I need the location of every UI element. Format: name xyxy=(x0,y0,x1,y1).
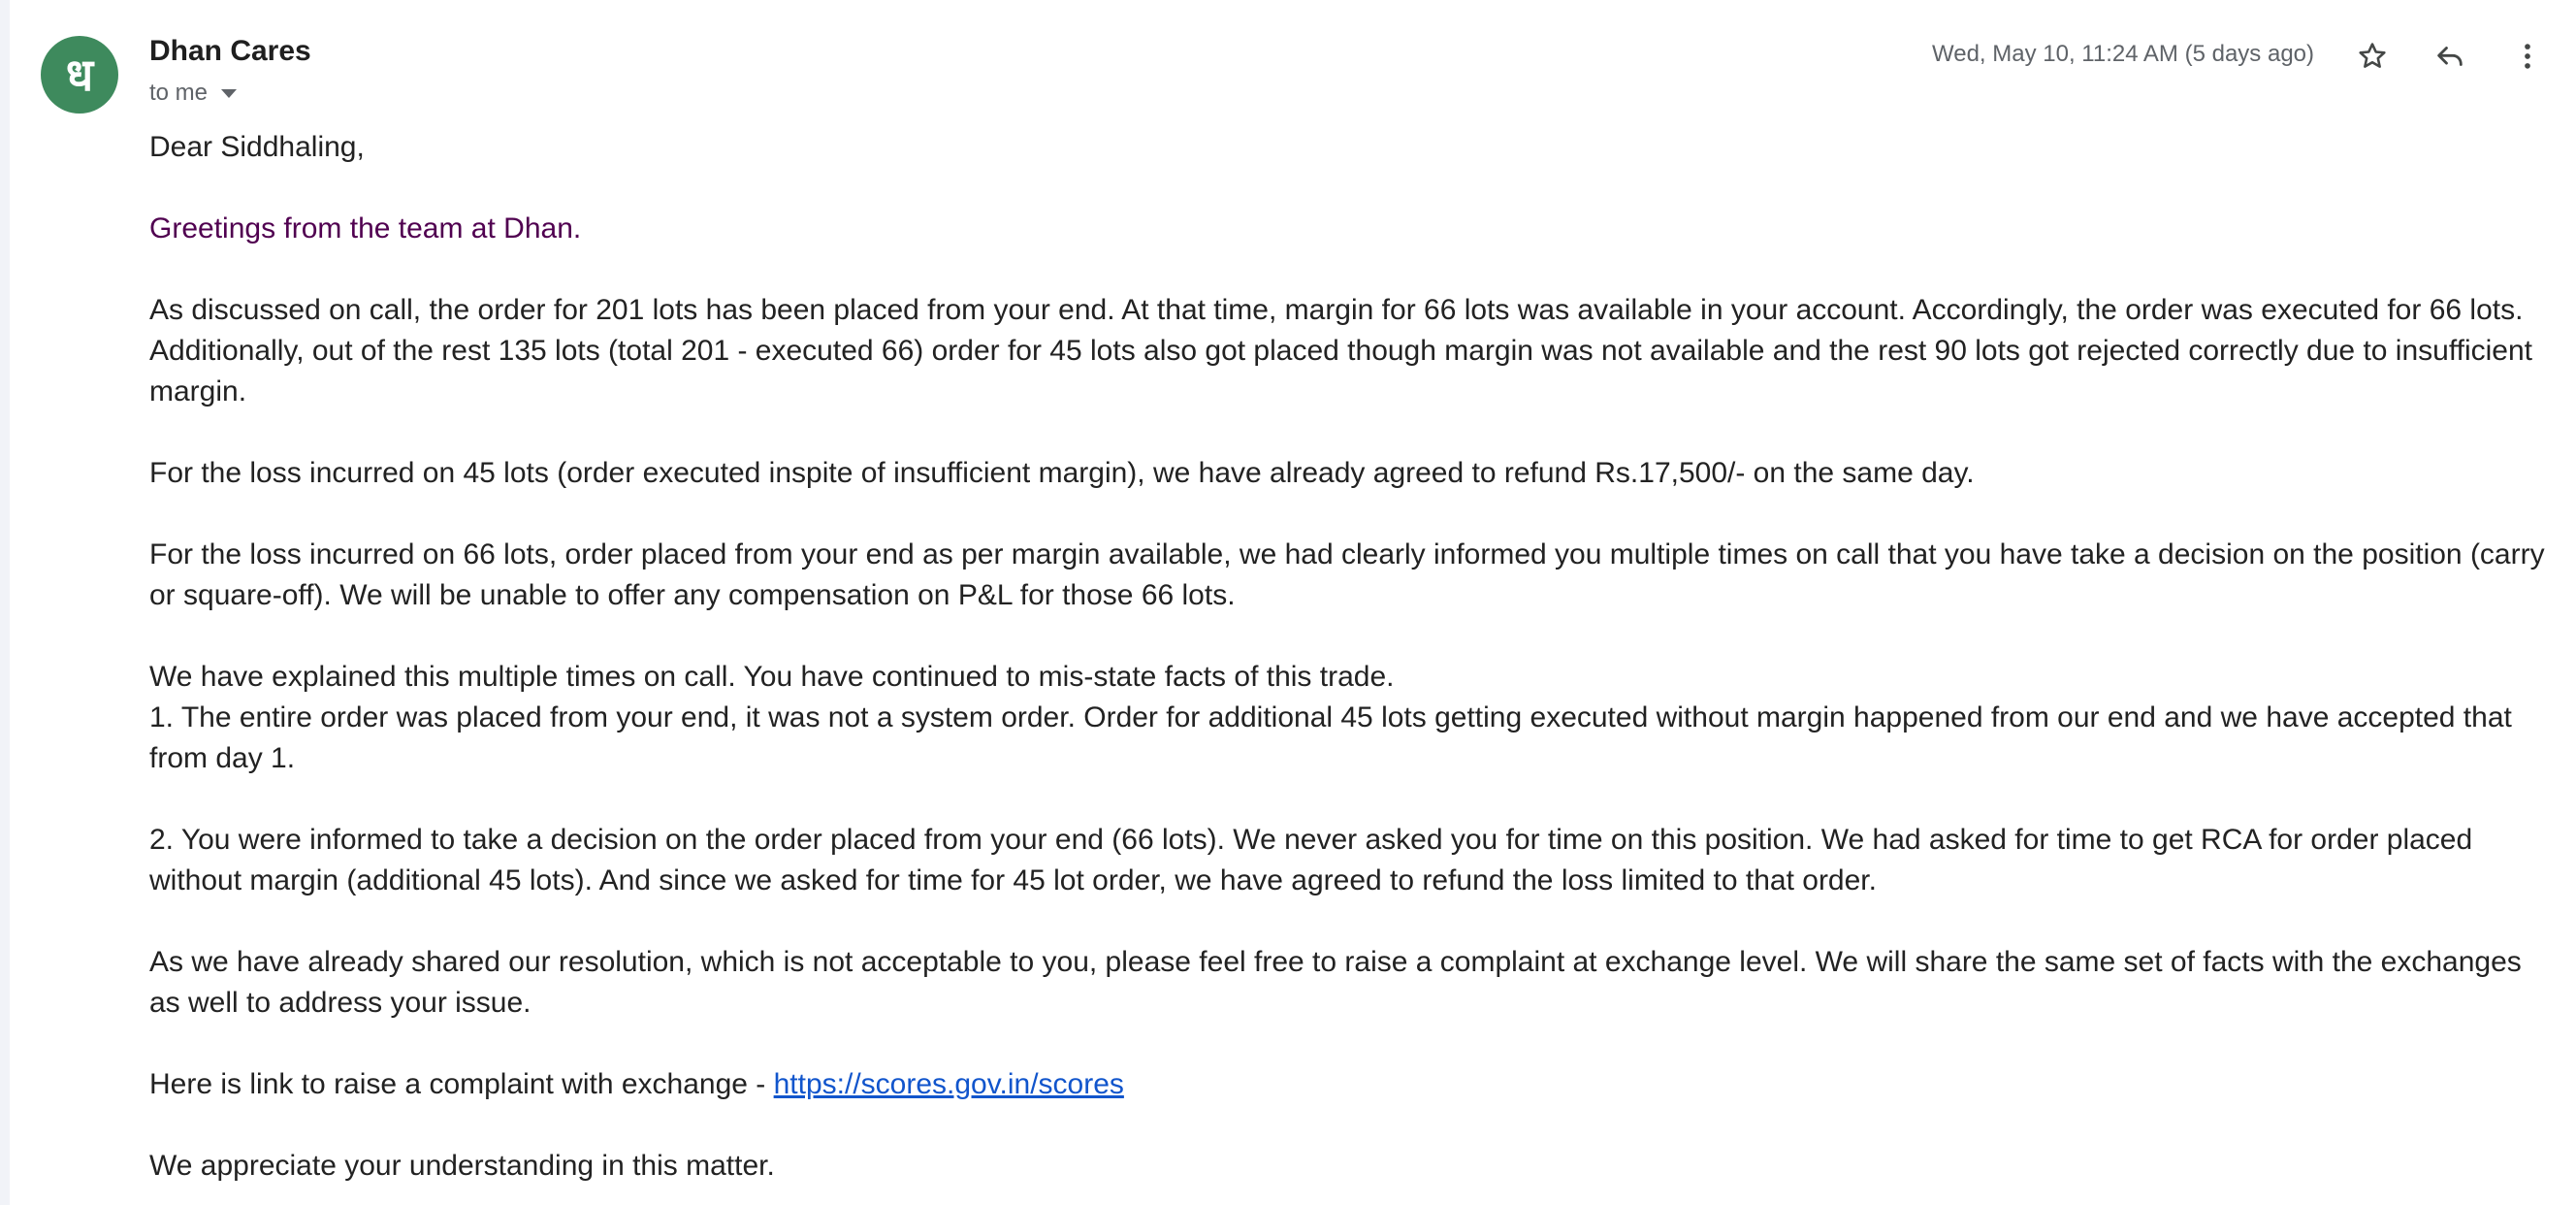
email-body xyxy=(149,127,2545,1205)
more-options-button[interactable] xyxy=(2504,33,2551,80)
star-button[interactable] xyxy=(2349,33,2396,80)
sender-avatar[interactable] xyxy=(41,36,118,114)
closing-line: We appreciate your understanding in this matter. xyxy=(149,1150,775,1182)
greeting-line: Greetings from the team at Dhan. xyxy=(149,212,582,244)
link-intro: Here is link to raise a complaint with exchange - xyxy=(149,1068,774,1100)
point-two: 2. You were informed to take a decision on the order placed from your end (66 lots). We never asked you for time on this position. We had asked for time to get RCA for order placed without margin (additional 45 lots). And since we asked for time for 45 lot order, we have agreed to refund the loss limited to that order. xyxy=(149,824,2473,896)
complaint-link-line xyxy=(149,1064,2545,1105)
sender-name[interactable]: Dhan Cares xyxy=(149,35,311,67)
recipient-label: to me xyxy=(149,80,209,106)
more-vert-icon xyxy=(2511,40,2544,73)
point-one: 1. The entire order was placed from your end, it was not a system order. Order for additional 45 lots getting executed without margin happened from our end and we have accepted that from day 1. xyxy=(149,701,2512,774)
reply-icon xyxy=(2433,40,2466,73)
avatar-glyph: ध xyxy=(65,49,94,101)
caret-down-icon xyxy=(221,89,237,98)
recipient-details-toggle[interactable] xyxy=(149,80,237,107)
scores-link[interactable]: https://scores.gov.in/scores xyxy=(773,1068,1124,1100)
reply-button[interactable] xyxy=(2427,33,2473,80)
salutation: Dear Siddhaling, xyxy=(149,131,365,163)
left-edge-panel xyxy=(0,0,10,1205)
paragraph-order-summary: As discussed on call, the order for 201 lots has been placed from your end. At that time, margin for 66 lots was available in your account. Accordingly, the order was executed for 66 lots. Additionally, out of the rest 135 lots (total 201 - executed 66) order for 45 lots also got placed though margin was not available and the rest 90 lots got rejected correctly due to insufficient margin. xyxy=(149,294,2532,407)
email-timestamp: Wed, May 10, 11:24 AM (5 days ago) xyxy=(1932,41,2314,67)
paragraph-refund: For the loss incurred on 45 lots (order executed inspite of insufficient margin), we have already agreed to refund Rs.17,500/- on the same day. xyxy=(149,457,1975,489)
paragraph-resolution: As we have already shared our resolution, which is not acceptable to you, please feel free to raise a complaint at exchange level. We will share the same set of facts with the exchanges as well to address your issue. xyxy=(149,946,2522,1019)
paragraph-explanation-intro: We have explained this multiple times on call. You have continued to mis-state facts of this trade. xyxy=(149,661,1395,693)
star-icon xyxy=(2356,40,2389,73)
paragraph-no-compensation: For the loss incurred on 66 lots, order placed from your end as per margin available, we had clearly informed you multiple times on call that you have take a decision on the position (carry or square-off). We will be unable to offer any compensation on P&L for those 66 lots. xyxy=(149,538,2545,611)
